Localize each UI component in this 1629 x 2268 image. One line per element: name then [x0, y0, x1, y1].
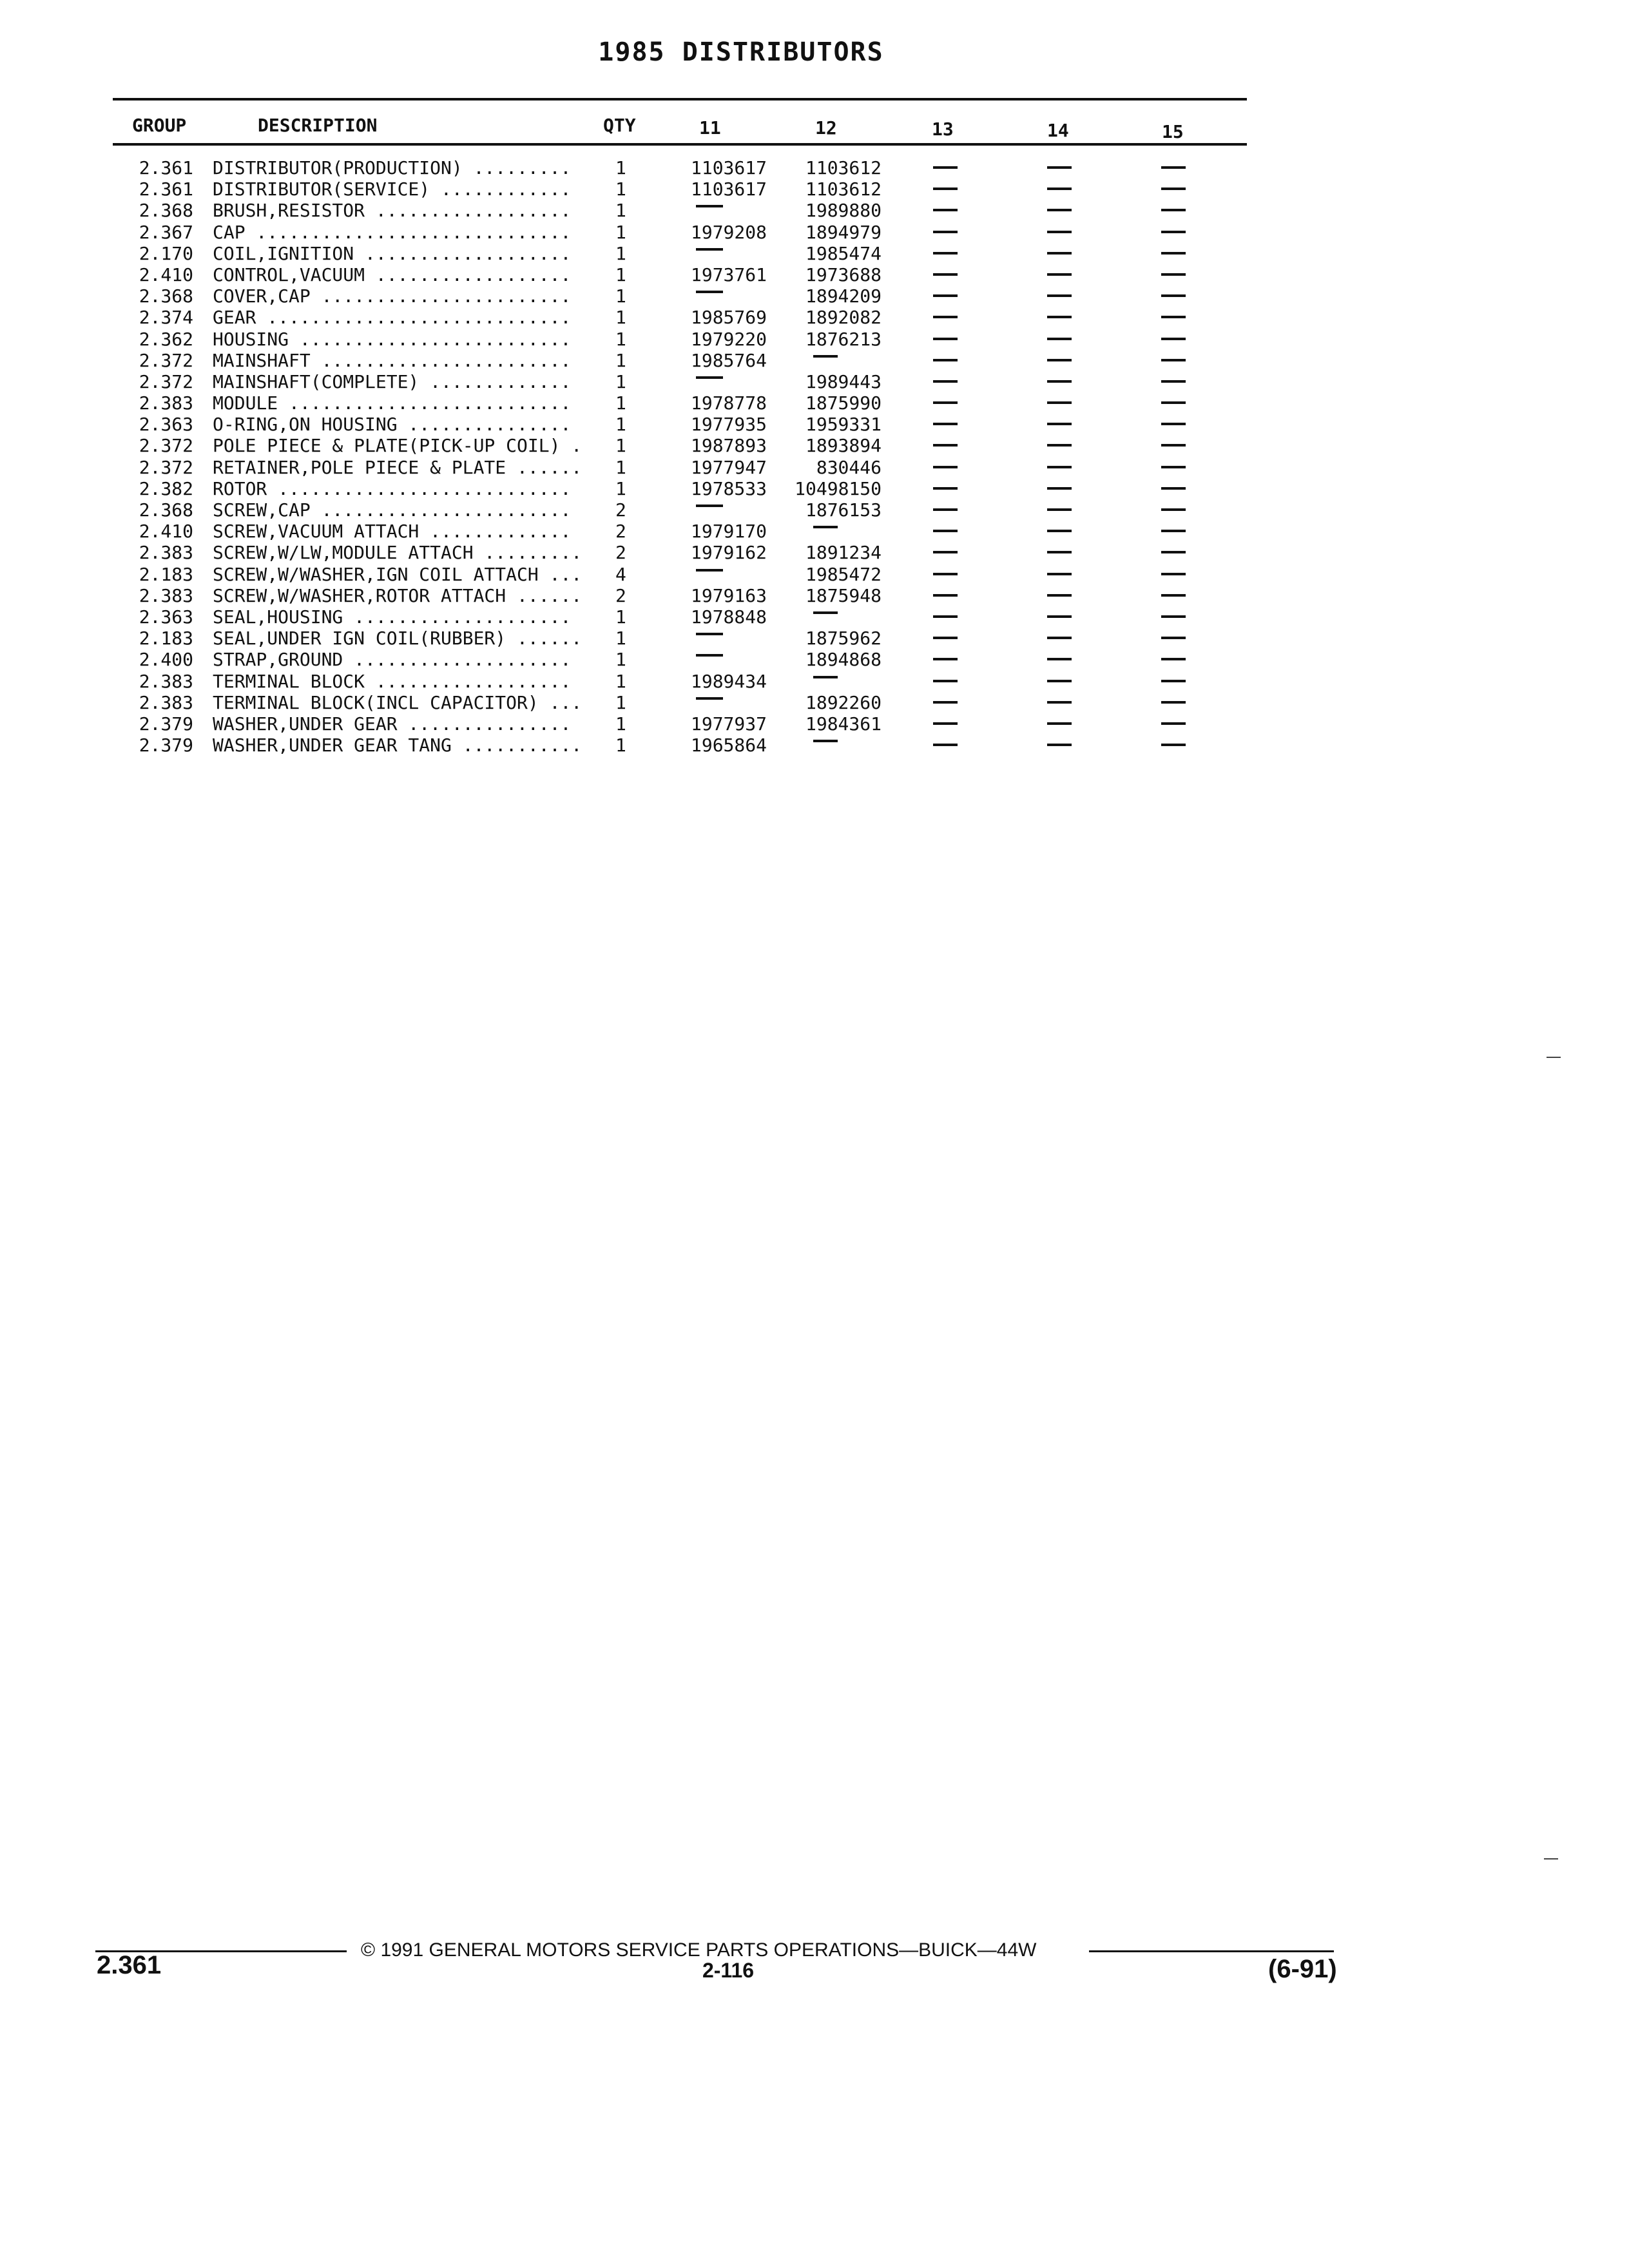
dash-cell	[1047, 273, 1072, 276]
dash-cell	[1161, 508, 1186, 511]
table-row	[0, 478, 1629, 499]
dash-cell	[1047, 658, 1072, 660]
footer-copyright: © 1991 GENERAL MOTORS SERVICE PARTS OPERATIONS—BUICK—44W	[361, 1939, 1037, 1961]
dash-cell	[696, 291, 723, 293]
qty-cell: 1	[615, 242, 626, 264]
part-number-cell: 1977937	[690, 713, 767, 735]
part-number-cell: 1979220	[690, 328, 767, 350]
dash-cell	[1161, 359, 1186, 361]
description-cell: WASHER,UNDER GEAR TANG ...........	[213, 735, 583, 756]
table-row	[0, 414, 1629, 435]
description-cell: MAINSHAFT .......................	[213, 349, 572, 371]
dash-cell	[933, 423, 958, 425]
dash-cell	[813, 355, 838, 358]
dash-cell	[933, 294, 958, 297]
header-col-13: 13	[932, 119, 954, 140]
dash-cell	[933, 658, 958, 660]
table-row	[0, 628, 1629, 649]
description-cell: COIL,IGNITION ...................	[213, 242, 572, 264]
part-number-cell: 10498150	[795, 477, 882, 499]
qty-cell: 1	[615, 606, 626, 628]
qty-cell: 1	[615, 221, 626, 243]
part-number-cell: 1985474	[805, 242, 882, 264]
description-cell: RETAINER,POLE PIECE & PLATE ......	[213, 456, 583, 478]
part-number-cell: 1984361	[805, 713, 882, 735]
group-cell: 2.383	[139, 691, 193, 713]
dash-cell	[933, 508, 958, 511]
qty-cell: 2	[615, 499, 626, 521]
part-number-cell: 1979170	[690, 521, 767, 543]
table-row	[0, 457, 1629, 478]
description-cell: COVER,CAP .......................	[213, 285, 572, 307]
table-row	[0, 692, 1629, 713]
table-row	[0, 222, 1629, 243]
dash-cell	[933, 487, 958, 490]
description-cell: WASHER,UNDER GEAR ...............	[213, 713, 572, 735]
part-number-cell: 1977935	[690, 414, 767, 436]
description-cell: CONTROL,VACUUM ..................	[213, 264, 572, 285]
dash-cell	[933, 338, 958, 340]
table-row	[0, 243, 1629, 264]
table-row	[0, 606, 1629, 628]
part-number-cell: 1985764	[690, 349, 767, 371]
group-cell: 2.170	[139, 242, 193, 264]
table-row	[0, 329, 1629, 350]
table-row	[0, 735, 1629, 756]
dash-cell	[1161, 166, 1186, 169]
qty-cell: 1	[615, 392, 626, 414]
description-cell: O-RING,ON HOUSING ...............	[213, 414, 572, 436]
group-cell: 2.361	[139, 157, 193, 178]
description-cell: SCREW,W/WASHER,IGN COIL ATTACH ...	[213, 563, 583, 585]
dash-cell	[933, 444, 958, 447]
part-number-cell: 1103617	[690, 178, 767, 200]
dash-cell	[1047, 401, 1072, 404]
dash-cell	[1161, 744, 1186, 746]
header-col-15: 15	[1162, 121, 1184, 142]
footer-page-number: 2-116	[702, 1959, 755, 1982]
dash-cell	[1047, 744, 1072, 746]
dash-cell	[933, 316, 958, 318]
dash-cell	[933, 273, 958, 276]
table-row	[0, 713, 1629, 735]
qty-cell: 1	[615, 370, 626, 392]
dash-cell	[696, 569, 723, 572]
dash-cell	[1047, 701, 1072, 704]
header-col-12: 12	[815, 117, 837, 139]
dash-cell	[933, 680, 958, 682]
dash-cell	[1047, 380, 1072, 383]
dash-cell	[933, 359, 958, 361]
part-number-cell: 1876213	[805, 328, 882, 350]
description-cell: ROTOR ...........................	[213, 477, 572, 499]
dash-cell	[1161, 252, 1186, 255]
table-row	[0, 521, 1629, 542]
dash-cell	[1047, 680, 1072, 682]
description-cell: TERMINAL BLOCK(INCL CAPACITOR) ...	[213, 691, 583, 713]
header-col-14: 14	[1047, 120, 1069, 141]
table-row	[0, 649, 1629, 670]
part-number-cell: 1989434	[690, 670, 767, 692]
qty-cell: 2	[615, 584, 626, 606]
dash-cell	[1161, 573, 1186, 575]
qty-cell: 1	[615, 157, 626, 178]
group-cell: 2.379	[139, 735, 193, 756]
part-number-cell: 1894868	[805, 649, 882, 671]
description-cell: SCREW,W/LW,MODULE ATTACH .........	[213, 542, 583, 564]
dash-cell	[696, 633, 723, 635]
qty-cell: 1	[615, 649, 626, 671]
header-col-11: 11	[699, 117, 721, 139]
qty-cell: 1	[615, 670, 626, 692]
part-number-cell: 1973688	[805, 264, 882, 285]
table-row	[0, 157, 1629, 178]
dash-cell	[1161, 615, 1186, 618]
dash-cell	[933, 701, 958, 704]
margin-mark	[1544, 1858, 1558, 1860]
description-cell: BRUSH,RESISTOR ..................	[213, 200, 572, 222]
dash-cell	[933, 637, 958, 639]
dash-cell	[933, 744, 958, 746]
dash-cell	[1047, 487, 1072, 490]
dash-cell	[1161, 722, 1186, 725]
part-number-cell: 1989443	[805, 370, 882, 392]
description-cell: SEAL,HOUSING ....................	[213, 606, 572, 628]
group-cell: 2.368	[139, 200, 193, 222]
header-qty: QTY	[603, 115, 636, 136]
part-number-cell: 1892082	[805, 307, 882, 329]
dash-cell	[933, 551, 958, 553]
description-cell: SCREW,W/WASHER,ROTOR ATTACH ......	[213, 584, 583, 606]
qty-cell: 1	[615, 691, 626, 713]
group-cell: 2.372	[139, 349, 193, 371]
part-number-cell: 830446	[816, 456, 882, 478]
dash-cell	[1161, 380, 1186, 383]
dash-cell	[1047, 166, 1072, 169]
table-row	[0, 435, 1629, 456]
dash-cell	[933, 594, 958, 597]
qty-cell: 2	[615, 521, 626, 543]
part-number-cell: 1985472	[805, 563, 882, 585]
dash-cell	[933, 209, 958, 211]
dash-cell	[1161, 530, 1186, 532]
dash-cell	[1047, 594, 1072, 597]
description-cell: POLE PIECE & PLATE(PICK-UP COIL) .	[213, 435, 583, 457]
part-number-cell: 1875948	[805, 584, 882, 606]
group-cell: 2.367	[139, 221, 193, 243]
part-number-cell: 1103617	[690, 157, 767, 178]
dash-cell	[933, 615, 958, 618]
dash-cell	[1161, 594, 1186, 597]
dash-cell	[933, 401, 958, 404]
footer-rule-right	[1089, 1950, 1334, 1952]
group-cell: 2.383	[139, 392, 193, 414]
group-cell: 2.183	[139, 563, 193, 585]
part-number-cell: 1876153	[805, 499, 882, 521]
table-row	[0, 499, 1629, 521]
part-number-cell: 1979208	[690, 221, 767, 243]
part-number-cell: 1894209	[805, 285, 882, 307]
qty-cell: 1	[615, 477, 626, 499]
group-cell: 2.183	[139, 628, 193, 649]
group-cell: 2.361	[139, 178, 193, 200]
group-cell: 2.368	[139, 285, 193, 307]
dash-cell	[1047, 573, 1072, 575]
table-row	[0, 264, 1629, 285]
group-cell: 2.383	[139, 542, 193, 564]
qty-cell: 1	[615, 307, 626, 329]
dash-cell	[1047, 359, 1072, 361]
dash-cell	[813, 526, 838, 528]
dash-cell	[1047, 551, 1072, 553]
qty-cell: 2	[615, 542, 626, 564]
description-cell: GEAR ............................	[213, 307, 572, 329]
description-cell: TERMINAL BLOCK ..................	[213, 670, 572, 692]
header-bottom-rule	[113, 143, 1247, 146]
table-row	[0, 542, 1629, 563]
description-cell: SCREW,VACUUM ATTACH .............	[213, 521, 572, 543]
dash-cell	[1161, 637, 1186, 639]
qty-cell: 1	[615, 328, 626, 350]
group-cell: 2.372	[139, 435, 193, 457]
dash-cell	[1047, 444, 1072, 447]
dash-cell	[1161, 423, 1186, 425]
dash-cell	[1161, 444, 1186, 447]
part-number-cell: 1979163	[690, 584, 767, 606]
dash-cell	[1047, 187, 1072, 190]
part-number-cell: 1979162	[690, 542, 767, 564]
dash-cell	[1161, 551, 1186, 553]
group-cell: 2.372	[139, 370, 193, 392]
footer-section-number: 2.361	[97, 1951, 162, 1979]
table-row	[0, 564, 1629, 585]
group-cell: 2.368	[139, 499, 193, 521]
dash-cell	[1047, 209, 1072, 211]
group-cell: 2.379	[139, 713, 193, 735]
part-number-cell: 1875990	[805, 392, 882, 414]
dash-cell	[1161, 466, 1186, 468]
qty-cell: 1	[615, 628, 626, 649]
dash-cell	[696, 248, 723, 251]
parts-table-body	[0, 157, 1629, 756]
description-cell: MAINSHAFT(COMPLETE) .............	[213, 370, 572, 392]
qty-cell: 1	[615, 435, 626, 457]
table-row	[0, 392, 1629, 414]
part-number-cell: 1978533	[690, 477, 767, 499]
dash-cell	[1047, 466, 1072, 468]
dash-cell	[1047, 252, 1072, 255]
qty-cell: 1	[615, 456, 626, 478]
qty-cell: 1	[615, 178, 626, 200]
group-cell: 2.410	[139, 521, 193, 543]
description-cell: DISTRIBUTOR(SERVICE) ............	[213, 178, 572, 200]
dash-cell	[933, 573, 958, 575]
table-row	[0, 285, 1629, 307]
dash-cell	[1047, 423, 1072, 425]
dash-cell	[1161, 209, 1186, 211]
group-cell: 2.363	[139, 606, 193, 628]
header-description: DESCRIPTION	[258, 115, 378, 136]
dash-cell	[1161, 401, 1186, 404]
qty-cell: 1	[615, 713, 626, 735]
dash-cell	[933, 380, 958, 383]
part-number-cell: 1989880	[805, 200, 882, 222]
description-cell: SCREW,CAP .......................	[213, 499, 572, 521]
description-cell: HOUSING .........................	[213, 328, 572, 350]
description-cell: STRAP,GROUND ....................	[213, 649, 572, 671]
part-number-cell: 1894979	[805, 221, 882, 243]
dash-cell	[1047, 637, 1072, 639]
dash-cell	[1161, 316, 1186, 318]
dash-cell	[696, 205, 723, 207]
part-number-cell: 1978848	[690, 606, 767, 628]
dash-cell	[1161, 338, 1186, 340]
dash-cell	[1161, 658, 1186, 660]
description-cell: CAP .............................	[213, 221, 572, 243]
dash-cell	[696, 697, 723, 700]
dash-cell	[1161, 294, 1186, 297]
part-number-cell: 1103612	[805, 157, 882, 178]
part-number-cell: 1875962	[805, 628, 882, 649]
dash-cell	[813, 740, 838, 742]
dash-cell	[1161, 231, 1186, 233]
dash-cell	[696, 654, 723, 657]
group-cell: 2.363	[139, 414, 193, 436]
group-cell: 2.382	[139, 477, 193, 499]
header-group: GROUP	[132, 115, 187, 136]
part-number-cell: 1103612	[805, 178, 882, 200]
group-cell: 2.374	[139, 307, 193, 329]
qty-cell: 1	[615, 264, 626, 285]
qty-cell: 1	[615, 349, 626, 371]
table-row	[0, 585, 1629, 606]
dash-cell	[1047, 231, 1072, 233]
dash-cell	[1161, 680, 1186, 682]
page-title: 1985 DISTRIBUTORS	[598, 37, 884, 67]
dash-cell	[1161, 273, 1186, 276]
part-number-cell: 1965864	[690, 735, 767, 756]
dash-cell	[1047, 338, 1072, 340]
dash-cell	[1161, 187, 1186, 190]
dash-cell	[933, 231, 958, 233]
dash-cell	[813, 611, 838, 614]
dash-cell	[1047, 530, 1072, 532]
group-cell: 2.383	[139, 584, 193, 606]
dash-cell	[1047, 615, 1072, 618]
part-number-cell: 1978778	[690, 392, 767, 414]
dash-cell	[813, 676, 838, 678]
qty-cell: 1	[615, 200, 626, 222]
part-number-cell: 1973761	[690, 264, 767, 285]
part-number-cell: 1959331	[805, 414, 882, 436]
dash-cell	[933, 187, 958, 190]
group-cell: 2.383	[139, 670, 193, 692]
dash-cell	[1047, 316, 1072, 318]
dash-cell	[933, 466, 958, 468]
margin-mark	[1547, 1057, 1561, 1058]
part-number-cell: 1987893	[690, 435, 767, 457]
description-cell: SEAL,UNDER IGN COIL(RUBBER) ......	[213, 628, 583, 649]
dash-cell	[1047, 508, 1072, 511]
dash-cell	[933, 166, 958, 169]
part-number-cell: 1891234	[805, 542, 882, 564]
qty-cell: 4	[615, 563, 626, 585]
group-cell: 2.410	[139, 264, 193, 285]
dash-cell	[1047, 294, 1072, 297]
dash-cell	[933, 252, 958, 255]
table-row	[0, 200, 1629, 221]
description-cell: DISTRIBUTOR(PRODUCTION) .........	[213, 157, 572, 178]
dash-cell	[933, 722, 958, 725]
table-row	[0, 371, 1629, 392]
table-row	[0, 350, 1629, 371]
table-row	[0, 671, 1629, 692]
dash-cell	[933, 530, 958, 532]
qty-cell: 1	[615, 735, 626, 756]
description-cell: MODULE ..........................	[213, 392, 572, 414]
part-number-cell: 1893894	[805, 435, 882, 457]
dash-cell	[696, 376, 723, 379]
group-cell: 2.362	[139, 328, 193, 350]
dash-cell	[1161, 701, 1186, 704]
table-row	[0, 178, 1629, 200]
header-top-rule	[113, 98, 1247, 101]
dash-cell	[1047, 722, 1072, 725]
footer-date: (6-91)	[1268, 1955, 1337, 1983]
table-row	[0, 307, 1629, 328]
group-cell: 2.372	[139, 456, 193, 478]
dash-cell	[1161, 487, 1186, 490]
part-number-cell: 1892260	[805, 691, 882, 713]
group-cell: 2.400	[139, 649, 193, 671]
part-number-cell: 1977947	[690, 456, 767, 478]
part-number-cell: 1985769	[690, 307, 767, 329]
qty-cell: 1	[615, 414, 626, 436]
dash-cell	[696, 505, 723, 507]
qty-cell: 1	[615, 285, 626, 307]
